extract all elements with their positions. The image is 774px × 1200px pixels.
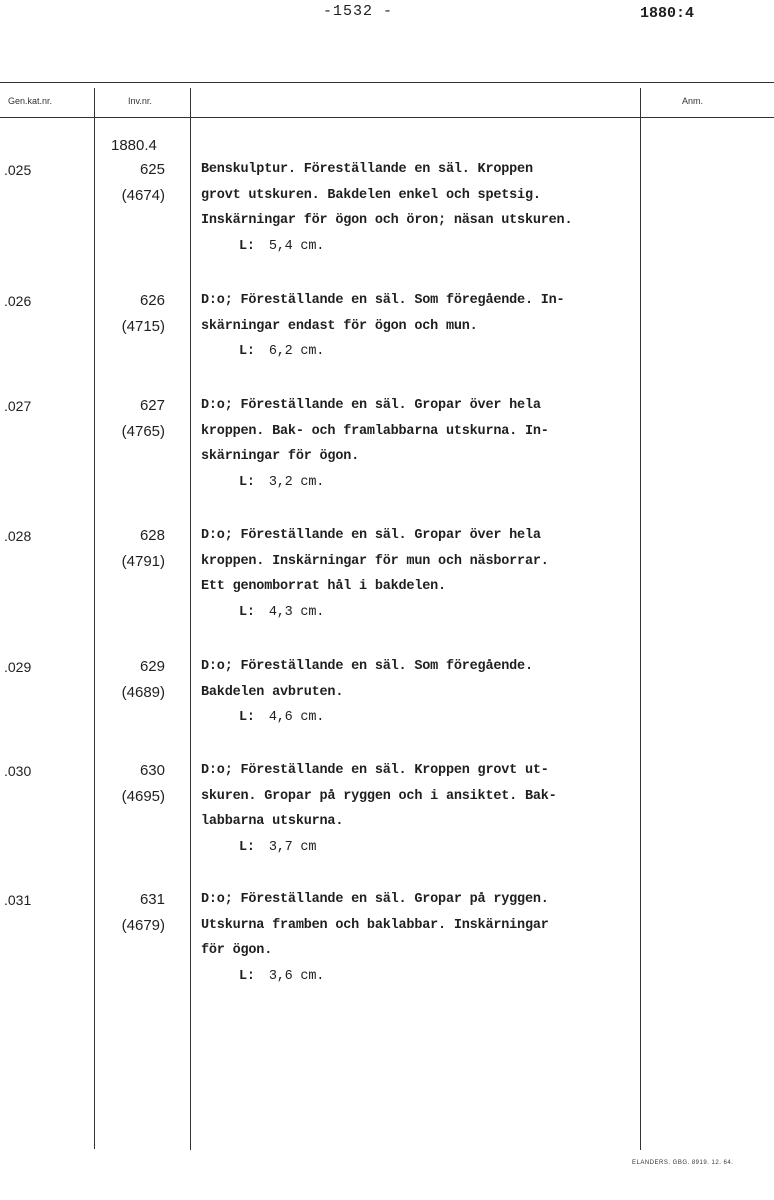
length-value: 4,3 cm. xyxy=(268,604,325,620)
inventory-cell xyxy=(100,887,165,939)
printer-mark: ELANDERS. GBG. 8919. 12. 64. xyxy=(632,1160,734,1166)
description-line: Utskurna framben och baklabbar. Inskärningar xyxy=(201,917,549,933)
length-label: L: xyxy=(239,839,255,855)
length-value: 3,7 cm xyxy=(268,839,317,855)
gen-kat-number: .026 xyxy=(4,293,32,309)
length-measurement xyxy=(201,470,641,496)
description-line: skuren. Gropar på ryggen och i ansiktet. Bak- xyxy=(201,788,557,804)
description-line: labbarna utskurna. xyxy=(201,814,344,830)
description-line: D:o; Föreställande en säl. Som föregående. In- xyxy=(201,293,565,308)
description xyxy=(201,758,641,860)
column-divider-gen-inv-body xyxy=(94,117,95,1149)
length-label: L: xyxy=(239,968,255,984)
page-number: -1532 - xyxy=(323,3,394,20)
inventory-cell xyxy=(100,393,165,445)
length-measurement xyxy=(201,964,641,990)
length-measurement xyxy=(201,339,641,365)
description xyxy=(201,393,641,495)
description-line: Inskärningar för ögon och öron; näsan utskuren. xyxy=(201,213,573,229)
column-divider-inv-desc xyxy=(190,88,191,1150)
table-top-rule xyxy=(0,82,774,83)
description-line: Benskulptur. Föreställande en säl. Kroppen xyxy=(201,162,533,177)
inventory-number: 625 xyxy=(139,161,165,178)
old-inventory-number: (4765) xyxy=(121,423,165,440)
description-line: D:o; Föreställande en säl. Kroppen grovt ut- xyxy=(201,763,549,778)
description xyxy=(201,654,641,731)
length-measurement xyxy=(201,600,641,626)
length-label: L: xyxy=(239,474,255,490)
gen-kat-number: .028 xyxy=(4,528,32,544)
inventory-number: 628 xyxy=(139,527,165,544)
description-line: D:o; Föreställande en säl. Gropar över hela xyxy=(201,528,541,543)
length-measurement xyxy=(201,234,641,260)
inventory-number: 629 xyxy=(139,658,165,675)
inventory-number: 631 xyxy=(139,891,165,908)
first-inventory-number: 1880.4 xyxy=(111,137,157,154)
length-value: 5,4 cm. xyxy=(268,238,325,254)
old-inventory-number: (4674) xyxy=(121,187,165,204)
length-value: 3,6 cm. xyxy=(268,968,325,984)
old-inventory-number: (4689) xyxy=(121,684,165,701)
length-value: 4,6 cm. xyxy=(268,710,325,726)
length-measurement xyxy=(201,835,641,861)
description-line: skärningar för ögon. xyxy=(201,449,360,465)
length-value: 6,2 cm. xyxy=(268,344,325,360)
description-line: kroppen. Bak- och framlabbarna utskurna. In- xyxy=(201,423,549,439)
gen-kat-number: .027 xyxy=(4,398,32,414)
description-line: kroppen. Inskärningar för mun och näsborrar. xyxy=(201,553,549,569)
gen-kat-number: .025 xyxy=(4,162,32,178)
description-line: D:o; Föreställande en säl. Gropar över hela xyxy=(201,398,541,413)
description xyxy=(201,157,641,259)
length-label: L: xyxy=(239,238,255,254)
length-label: L: xyxy=(239,604,255,620)
description-line: D:o; Föreställande en säl. Gropar på ryggen. xyxy=(201,892,549,907)
column-header-gen-kat: Gen.kat.nr. xyxy=(8,96,53,106)
description-line: skärningar endast för ögon och mun. xyxy=(201,318,478,334)
gen-kat-number: .031 xyxy=(4,892,32,908)
inventory-cell xyxy=(100,523,165,575)
reference-number: 1880:4 xyxy=(640,5,695,22)
length-label: L: xyxy=(239,344,255,360)
description-line: D:o; Föreställande en säl. Som föregående. xyxy=(201,659,533,674)
inventory-cell xyxy=(100,654,165,706)
description xyxy=(201,288,641,365)
inventory-number: 630 xyxy=(139,762,165,779)
inventory-cell xyxy=(100,288,165,340)
inventory-number: 627 xyxy=(139,397,165,414)
column-header-inv: Inv.nr. xyxy=(128,96,152,106)
length-measurement xyxy=(201,705,641,731)
old-inventory-number: (4791) xyxy=(121,553,165,570)
table-header-rule xyxy=(0,117,774,118)
description-line: Ett genomborrat hål i bakdelen. xyxy=(201,579,446,595)
description-line: Bakdelen avbruten. xyxy=(201,684,344,700)
old-inventory-number: (4715) xyxy=(121,318,165,335)
description-line: för ögon. xyxy=(201,943,273,959)
inventory-cell xyxy=(100,758,165,810)
length-value: 3,2 cm. xyxy=(268,474,325,490)
inventory-number: 626 xyxy=(139,292,165,309)
description-line: grovt utskuren. Bakdelen enkel och spetsig. xyxy=(201,187,541,203)
description xyxy=(201,887,641,989)
old-inventory-number: (4695) xyxy=(121,788,165,805)
inventory-cell xyxy=(100,157,165,209)
column-header-anm: Anm. xyxy=(682,96,704,106)
gen-kat-number: .030 xyxy=(4,763,32,779)
length-label: L: xyxy=(239,710,255,726)
description xyxy=(201,523,641,625)
old-inventory-number: (4679) xyxy=(121,917,165,934)
gen-kat-number: .029 xyxy=(4,659,32,675)
